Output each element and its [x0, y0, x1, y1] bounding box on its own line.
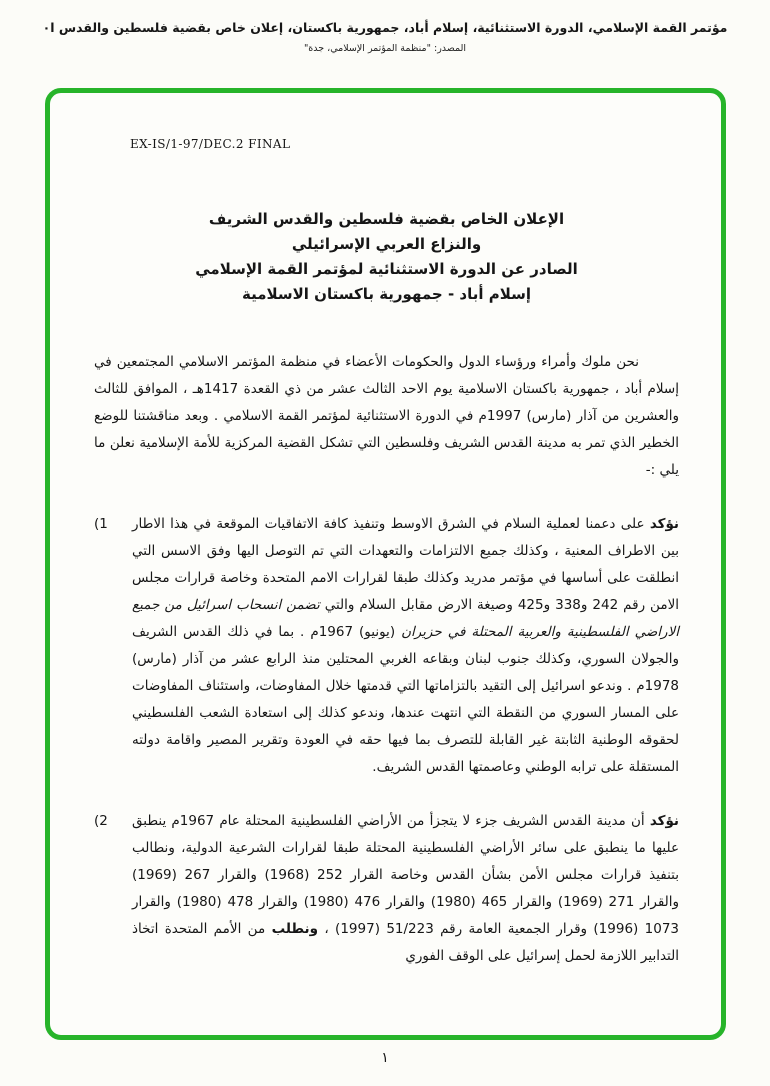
- title-line-4: إسلام أباد - جمهورية باكستان الاسلامية: [241, 285, 532, 303]
- intro-paragraph: نحن ملوك وأمراء ورؤساء الدول والحكومات الأعضاء في منظمة المؤتمر الاسلامي المجتمعين في إسلام أباد ، جمهورية باكستان الاسلامية يوم الاحد الثالث عشر من ذي القعدة 1417هـ ، الموافق للثالث والعشرين من آذار (مارس) 1997م في الدورة الاستثنائية لمؤتمر القمة الاسلامي . وبعد مناقشتنا للوضع الخطير الذي تمر به مدينة القدس الشريف وفلسطين التي تشكل القضية المركزية للأمة الإسلامية نعلن ما يلي :-: [94, 354, 679, 478]
- title-line-1: الإعلان الخاص بقضية فلسطين والقدس الشريف: [208, 210, 565, 228]
- item-2-lead: نؤكد: [649, 813, 679, 829]
- list-item-1: [94, 511, 679, 781]
- item-1-number: (1: [94, 516, 108, 532]
- list-item-2: [94, 808, 679, 970]
- title-line-3: الصادر عن الدورة الاستثنائية لمؤتمر القمة الإسلامي: [195, 260, 578, 278]
- document-header-title: مؤتمر القمة الإسلامي، الدورة الاستثنائية، إسلام أباد، جمهورية باكستان، إعلان خاص بقضية فلسطين والقدس ا٠: [42, 20, 728, 35]
- item-1-paragraph: [132, 511, 679, 781]
- page-number: ١: [381, 1050, 389, 1066]
- page-frame: [45, 88, 726, 1040]
- item-1-body-b: (يونيو) 1967م . بما في ذلك القدس الشريف والجولان السوري، وكذلك جنوب لبنان وبقاعه الغربي المحتلين منذ الرابع عشر من آذار (مارس) 1978م . وندعو اسرائيل إلى التقيد بالتزاماتها التي قدمتها خلال المفاوضات، واستئناف المفاوضات على المسار السوري من النقطة التي انتهت عندها، وندعو كذلك إلى استعادة الشعب الفلسطيني لحقوقه الوطنية الثابتة غير القابلة للتصرف بما فيها حقه في العودة وتقرير المصير واقامة دولته المستقلة على ترابه الوطني وعاصمتها القدس الشريف.: [132, 624, 679, 775]
- item-2-lead-2: ونطلب: [271, 921, 318, 937]
- page-content: [50, 93, 721, 970]
- item-1-body-a: على دعمنا لعملية السلام في الشرق الاوسط وتنفيذ كافة الاتفاقيات الموقعة في هذا الاطار بين الاطراف المعنية ، وكذلك جميع الالتزامات والتعهدات التي تم التوصل اليها وفق الاسس التي انطلقت على أساسها في مؤتمر مدريد وكذلك طبقا لقرارات الامم المتحدة وخاصة قرارات مجلس الامن رقم 242 و338 و425 وصيغة الارض مقابل السلام والتي: [132, 516, 680, 613]
- document-source-line: المصدر: "منظمة المؤتمر الإسلامي، جدة": [303, 43, 467, 54]
- document-title-block: [94, 207, 679, 307]
- item-1-emphasis: تضمن انسحاب اسرائيل من جميع الاراضي الفلسطينية والعربية المحتلة في حزيران: [132, 597, 680, 640]
- document-header: [0, 20, 770, 54]
- item-2-paragraph: [132, 808, 679, 970]
- item-2-number: (2: [94, 813, 108, 829]
- title-line-2: والنزاع العربي الإسرائيلي: [291, 235, 482, 253]
- item-2-body-a: أن مدينة القدس الشريف جزء لا يتجزأ من الأراضي الفلسطينية المحتلة عام 1967م ينطبق عليها ما ينطبق على سائر الأراضي الفلسطينية المحتلة طبقا لقرارات الشرعية الدولية، ونطالب بتنفيذ قرارات مجلس الأمن بشأن القدس وخاصة القرار 252 (1968) والقرار 267 (1969) والقرار 271 (1969) والقرار 465 (1980) والقرار 476 (1980) والقرار 478 (1980) والقرار 1073 (1996) وقرار الجمعية العامة رقم 51/223 (1997) ،: [132, 813, 680, 937]
- item-1-lead: نؤكد: [649, 516, 679, 532]
- item-2-body-b: من الأمم المتحدة اتخاذ التدابير اللازمة لحمل إسرائيل على الوقف الفوري: [132, 921, 679, 964]
- document-code: EX-IS/1-97/DEC.2 FINAL: [130, 137, 291, 151]
